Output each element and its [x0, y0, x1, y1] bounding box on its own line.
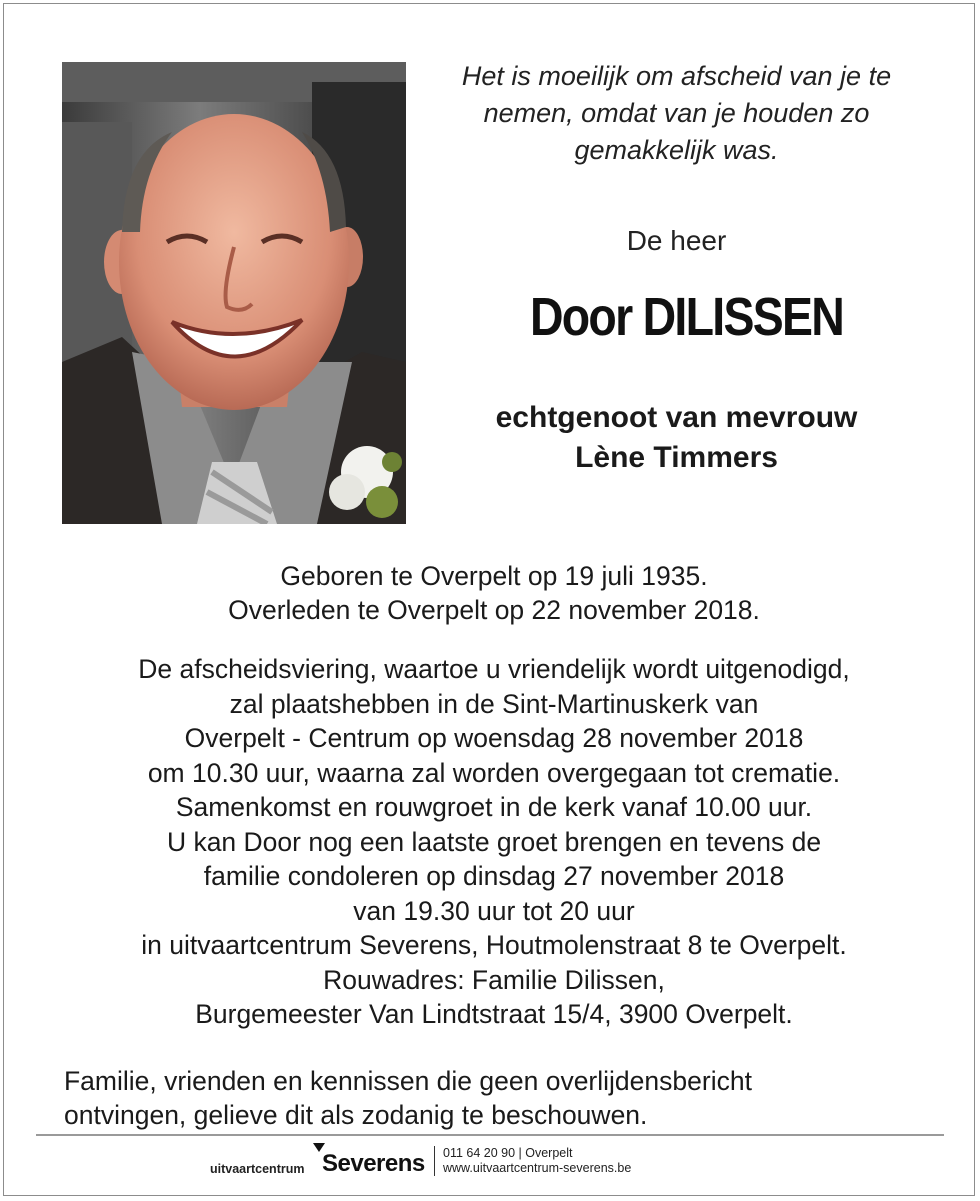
notice-line: Familie, vrienden en kennissen die geen overlijdensbericht [64, 1066, 752, 1096]
contact-info [443, 1146, 631, 1176]
ceremony-line: om 10.30 uur, waarna zal worden overgegaan tot crematie. [147, 757, 841, 788]
life-dates [4, 559, 980, 627]
quote-line: Het is moeilijk om afscheid van je te [461, 61, 892, 91]
memorial-quote [419, 58, 934, 169]
footer-divider [36, 1134, 944, 1136]
quote-line: gemakkelijk was. [574, 135, 779, 165]
death-line: Overleden te Overpelt op 22 november 2018. [228, 595, 760, 625]
ceremony-line: Burgemeester Van Lindtstraat 15/4, 3900 Overpelt. [195, 999, 793, 1029]
funeral-home-footer [0, 1140, 980, 1180]
ceremony-line: Samenkomst en rouwgroet in de kerk vanaf 10.00 uur. [175, 792, 813, 822]
notice-line: ontvingen, gelieve dit als zodanig te beschouwen. [64, 1100, 648, 1130]
ceremony-line: Rouwadres: Familie Dilissen, [323, 964, 665, 995]
spouse-line: echtgenoot van mevrouw [495, 401, 858, 434]
honorific: De heer [626, 225, 727, 256]
ceremony-line: De afscheidsviering, waartoe u vriendelijk wordt uitgenodigd, [138, 654, 850, 684]
spouse-line: Lène Timmers [575, 441, 778, 474]
ceremony-line: zal plaatshebben in de Sint-Martinuskerk van [229, 688, 759, 719]
ceremony-line: van 19.30 uur tot 20 uur [353, 895, 635, 926]
quote-line: nemen, omdat van je houden zo [483, 98, 870, 128]
spouse-info [419, 398, 934, 478]
brand-name: Severens [322, 1150, 425, 1177]
deceased-name: Door DILISSEN [529, 287, 844, 347]
ceremony-line: Overpelt - Centrum op woensdag 28 november 2018 [184, 723, 804, 753]
portrait-illustration [62, 62, 406, 524]
birth-line: Geboren te Overpelt op 19 juli 1935. [280, 561, 708, 591]
portrait-photo [62, 62, 406, 524]
contact-website: www.uitvaartcentrum-severens.be [443, 1161, 632, 1175]
ceremony-line: in uitvaartcentrum Severens, Houtmolenstraat 8 te Overpelt. [141, 930, 847, 960]
ceremony-details [4, 652, 980, 1032]
contact-phone: 011 64 20 90 | Overpelt [443, 1146, 573, 1160]
brand-prefix: uitvaartcentrum [210, 1162, 305, 1176]
obituary-card [3, 3, 975, 1196]
ceremony-line: U kan Door nog een laatste groet brengen en tevens de [166, 826, 822, 857]
ceremony-line: familie condoleren op dinsdag 27 november 2018 [203, 861, 785, 891]
notice-text [64, 1064, 944, 1132]
footer-separator [434, 1146, 435, 1176]
